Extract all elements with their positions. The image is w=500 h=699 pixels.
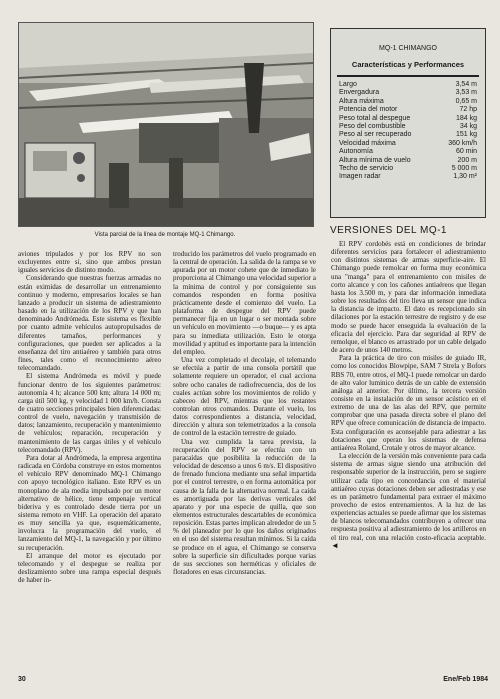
spec-row bbox=[331, 165, 485, 173]
spec-label: Peso del combustible bbox=[339, 123, 406, 131]
spec-row bbox=[331, 106, 485, 114]
spec-label: Altura mínima de vuelo bbox=[339, 156, 411, 164]
article-column-2 bbox=[173, 250, 316, 576]
spec-value: 3,54 m bbox=[455, 81, 477, 88]
spec-label: Techo de servicio bbox=[339, 165, 394, 173]
spec-label: Altura máxima bbox=[339, 97, 384, 105]
paragraph bbox=[331, 452, 486, 550]
spec-label: Velocidad máxima bbox=[339, 139, 396, 147]
spec-row bbox=[331, 89, 485, 97]
spec-value: 0,65 m bbox=[455, 97, 477, 105]
photo-caption: Vista parcial de la línea de montaje MQ-1 Chimango. bbox=[94, 232, 236, 238]
spec-value: 360 km/h bbox=[448, 139, 477, 147]
spec-value: 151 kg bbox=[455, 131, 477, 139]
end-arrow-icon: ◄ bbox=[331, 540, 339, 550]
spec-value: 5 000 m bbox=[451, 165, 477, 173]
spec-row bbox=[331, 148, 485, 156]
paragraph-text: La elección de la versión más conveniente para cada sistema de armas sigue siendo una atribución del responsable superior de la instrucción, pero se sugiere utilizar cada tipo en concordancia con el material antiaéreo cuyas dotaciones deben ser adiestradas y ese es un parámetro fundamental para extraer el máximo provecho de estos entrenamientos. A la luz de las experiencias actuales se puede afirmar que los sistemas de blancos telecomandados contribuyen a ofrecer una respuesta positiva al adiestramiento de los artilleros en el tiro real, con una relación costo-eficacia aceptable. bbox=[331, 452, 486, 542]
spec-value: 34 kg bbox=[459, 123, 477, 131]
spec-row bbox=[331, 131, 485, 139]
page-number: 30 bbox=[18, 676, 26, 683]
article-column-3 bbox=[331, 240, 486, 550]
spec-row bbox=[331, 123, 485, 131]
spec-label: Peso al ser recuperado bbox=[339, 131, 412, 139]
spec-value: 1,30 m² bbox=[453, 173, 477, 181]
spec-value: 184 kg bbox=[455, 114, 477, 122]
spec-value: 200 m bbox=[457, 156, 477, 164]
paragraph: Una vez completado el decolaje, el telemando se efectúa a partir de una consola portátil que solamente requiere un operador, el cual acciona sobre ocho canales de radiofrecuencia, dos de los cuales actúan sobre los movimientos de rolido y cabeceo del RPV, mientras que los restantes controlan otros comandos. Durante el vuelo, los datos correspondientes a distancia, velocidad, dirección y altura son telemetrizados a la consola de control de la estación terrestre de guiado. bbox=[173, 356, 316, 438]
specs-title: MQ-1 CHIMANGO bbox=[379, 45, 437, 52]
section-title: VERSIONES DEL MQ-1 bbox=[330, 225, 447, 236]
spec-label: Autonomía bbox=[339, 148, 373, 156]
spec-row bbox=[331, 98, 485, 106]
paragraph: troducido los parámetros del vuelo programado en la central de operación. La salida de la rampa se ve apurada por un motor cohete que de inmediato le proporciona al Chimango una velocidad superior a la mínima de control y por consiguiente sus comandos responden en forma positiva prácticamente desde el comienzo del vuelo. La plataforma de despegue del RPV puede permanecer fija en un lugar o ser montada sobre un vehículo en movimiento —o buque— y es apta para su inmediata utilización. Esto le otorga movilidad y aptitud es importante para la intención del empleo. bbox=[173, 250, 316, 356]
specs-subtitle: Características y Performances bbox=[351, 60, 465, 69]
paragraph: Para la práctica de tiro con misiles de guiado IR, como los conocidos Blowpipe, SAM 7 Strela y Bofors RBS 70, entre otros, el MQ-1 puede remolcar un dardo de alto valor luminico detrás de un cable de extensión análoga al anterior. Por último, la tercera versión consiste en la instalación de un sensor acústico en el extremo de una de las alas del RPV, que permite comprobar que una pasada directa sobre el plano del RPV que ofrece comunicación de distancia de impacto. Esta configuración es aconsejable para adiestrar a las dotaciones que operan los sistemas de defensa antiaérea Roland, Crotale y otros de mayor alcance. bbox=[331, 354, 486, 452]
paragraph: Para dotar al Andrómeda, la empresa argentina radicada en Córdoba construye en estos momentos el vehículo RPV denominado MQ-1 Chimango con apoyo tecnológico italiano. Este RPV es un monoplano de ala media impulsado por un motor alternativo de hélice, tiene empenaje vertical bideriva y es controlado desde tierra por un sistema remoto en VHF. La operación del aparato es muy sencilla ya que, esquemáticamente, involucra la programación del vuelo, el lanzamiento del MQ-1, la navegación y por último su recuperación. bbox=[18, 453, 161, 552]
page-footer bbox=[18, 676, 488, 688]
paragraph: Considerando que nuestras fuerzas armadas no están eximidas de desarrollar un entrenamiento continuo y moderno, empresarios locales se han lanzado a producir un sistema de adiestramiento basado en la utilización de los RPV y que han denominado Andrómeda. Este sistema es flexible por cuanto admite vehículos autopropulsados de diferentes tamaños, performances y configuraciones, que pueden ser aplicados a la enseñanza del tiro antiaéreo y también para otros fines, tales como el reconocimiento aéreo telecomandado. bbox=[18, 274, 161, 373]
spec-row bbox=[331, 140, 485, 148]
spec-label: Imagen radar bbox=[339, 173, 381, 181]
issue-date: Ene/Feb 1984 bbox=[443, 676, 488, 683]
spec-label: Potencia del motor bbox=[339, 106, 398, 114]
spec-value: 60 min bbox=[455, 148, 477, 156]
spec-row bbox=[331, 81, 485, 89]
paragraph: El arranque del motor es ejecutado por telecomando y el despegue se realiza por deslizamiento sobre una rampa especial después de haber in- bbox=[18, 551, 161, 585]
spec-label: Envergadura bbox=[339, 89, 380, 97]
spec-value: 3,53 m bbox=[455, 89, 477, 97]
spec-label: Peso total al despegue bbox=[339, 114, 411, 122]
paragraph: Una vez cumplida la tarea prevista, la recuperación del RPV se efectúa con un paracaídas que posibilita la reducción de la velocidad de descenso a unos 6 m/s. El dispositivo de frenado funciona mediante una señal impartida por el control terrestre, o en forma automática por causa de la falla de la alternativa normal. La caída es amortiguada por las derivas verticales del aparato y por una especie de quilla, que son elementos estructurales descartables de económica reposición. Estas partes implican alrededor de un 5 % del planeador por lo que los daños originados en el uso del sistema resultan mínimos. Si la caída se produce en el agua, el Chimango se conserva sobre la superficie sin dificultades porque varias de sus secciones son herméticas y oficiales de flotadores en esas circunstancias. bbox=[173, 437, 316, 577]
paragraph: El RPV cordobés está en condiciones de brindar diferentes servicios para fortalecer el adiestramiento con distintos sistemas de armas superficie-aire. El Chimango puede remolcar en forma muy económica una "manga" para el entrenamiento con misiles de corto alcance y con los cañones antiaéreos que llegan hasta los 3.500 m, y para dar información inmediata sobre los resultados del tiro lleva un sensor que indica la distancia de impacto. El dato es recepcionado sin dilaciones por la estación terrestre de registro y de ese modo se puede hacer enseguida la evaluación de la eficacia del ejercicio. Para dar seguridad al RPV de remolque, el blanco es arrastrado por un cable delgado de acero de unos 140 metros. bbox=[331, 240, 486, 355]
paragraph: El sistema Andrómeda es móvil y puede funcionar dentro de los siguientes parámetros: autonomía 4 h; alcance 500 km; altura 14 000 m; carga útil 500 kg, y velocidad 1 000 km/h. Consta de cuatro secciones principales bien diferenciadas: control de vuelo, navegación y transmisión de datos; lanzamiento, recuperación y mantenimiento de vehículos; reparación, recuperación y mantenimiento de las cargas útiles y el vehículo telecomandado (RPV). bbox=[18, 372, 161, 454]
paragraph: aviones tripulados y por los RPV no son excluyentes entre sí, sino que ambos prestan iguales servicios de distinto modo. bbox=[18, 250, 161, 275]
specs-table bbox=[331, 81, 485, 182]
assembly-line-photo bbox=[18, 22, 314, 227]
specs-rule bbox=[337, 75, 479, 77]
spec-row bbox=[331, 157, 485, 165]
spec-row bbox=[331, 115, 485, 123]
specs-box bbox=[330, 28, 486, 218]
spec-row bbox=[331, 173, 485, 181]
spec-label: Largo bbox=[339, 81, 357, 88]
article-column-1 bbox=[18, 250, 161, 584]
spec-value: 72 hp bbox=[459, 106, 477, 114]
